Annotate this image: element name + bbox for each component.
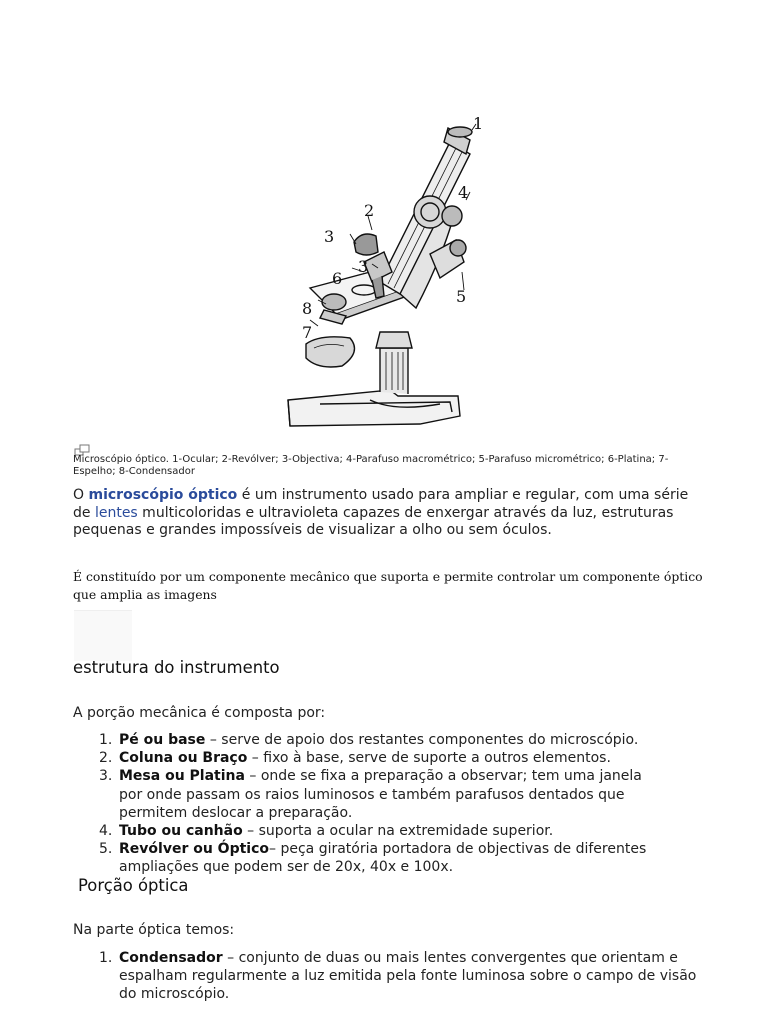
label-3b: 3: [358, 257, 369, 276]
label-4: 4: [458, 183, 469, 202]
list-number: 4.: [99, 823, 113, 840]
label-8: 8: [302, 299, 313, 318]
section-heading-estrutura: estrutura do instrumento: [73, 658, 280, 677]
list-desc: – serve de apoio dos restantes componentes do microscópio.: [205, 732, 639, 748]
list-number: 1.: [99, 732, 113, 748]
intro-text-1: O: [73, 487, 89, 503]
optical-lead: Na parte óptica temos:: [73, 922, 235, 938]
enlarge-icon[interactable]: [74, 441, 90, 453]
list-term: Revólver ou Óptico: [119, 841, 270, 858]
mechanical-lead: A porção mecânica é composta por:: [73, 705, 326, 721]
microscope-figure: [280, 112, 492, 434]
list-term: Coluna ou Braço: [119, 750, 248, 767]
figure-caption: Microscópio óptico. 1-Ocular; 2-Revólver; 3-Objectiva; 4-Parafuso macrométrico; 5-Parafuso micrométrico; 6-Platina; 7-Espelho; 8-Condensador: [73, 454, 669, 477]
intro-text-2: é um instrumento usado para ampliar e regular, com uma série de: [73, 487, 689, 521]
optical-list: [73, 949, 709, 1004]
label-1: 1: [473, 114, 484, 133]
lentes-link[interactable]: lentes: [94, 504, 138, 521]
list-item: [99, 749, 759, 767]
mechanical-list: [73, 731, 759, 877]
label-5: 5: [456, 287, 467, 306]
microscope-illustration: [280, 112, 492, 434]
label-3: 3: [324, 227, 335, 246]
list-item: [99, 949, 709, 1004]
label-6: 6: [332, 269, 343, 288]
list-item: [99, 822, 759, 840]
microscopio-optico-link[interactable]: microscópio óptico: [88, 487, 238, 503]
list-number: 3.: [99, 768, 113, 785]
label-7: 7: [302, 323, 313, 342]
constitution-paragraph: É constituído por um componente mecânico que suporta e permite controlar um componente óptico que amplia as imagens: [73, 569, 703, 602]
list-number: 5.: [99, 841, 113, 858]
list-item: [99, 767, 659, 822]
intro-paragraph: [73, 487, 693, 540]
intro-text-3: multicoloridas e ultravioleta capazes de enxergar através da luz, estruturas pequenas e grandes impossíveis de visualizar a olho ou sem óculos.: [73, 504, 674, 539]
list-term: Mesa ou Platina: [119, 768, 245, 785]
image-placeholder: [74, 610, 132, 661]
list-item: [99, 840, 659, 876]
list-term: Tubo ou canhão: [119, 823, 243, 840]
list-term: Condensador: [119, 950, 223, 966]
list-desc: – fixo à base, serve de suporte a outros elementos.: [247, 750, 611, 767]
list-desc: – suporta a ocular na extremidade superior.: [242, 823, 554, 840]
list-item: [99, 731, 759, 749]
list-number: 1.: [99, 950, 113, 966]
list-desc: – conjunto de duas ou mais lentes convergentes que orientam e espalham regularmente a luz emitida pela fonte luminosa sobre o campo de visão do microscópio.: [119, 950, 697, 1003]
list-desc: – peça giratória portadora de objectivas de diferentes ampliações que podem ser de 20x, 40x e 100x.: [119, 841, 647, 876]
list-number: 2.: [99, 750, 113, 767]
section-heading-porcao-optica: Porção óptica: [78, 876, 189, 895]
list-desc: – onde se fixa a preparação a observar; tem uma janela por onde passam os raios luminosos e também parafusos dentados que permitem deslocar a preparação.: [119, 768, 642, 821]
label-2: 2: [364, 201, 375, 220]
list-term: Pé ou base: [119, 732, 206, 748]
